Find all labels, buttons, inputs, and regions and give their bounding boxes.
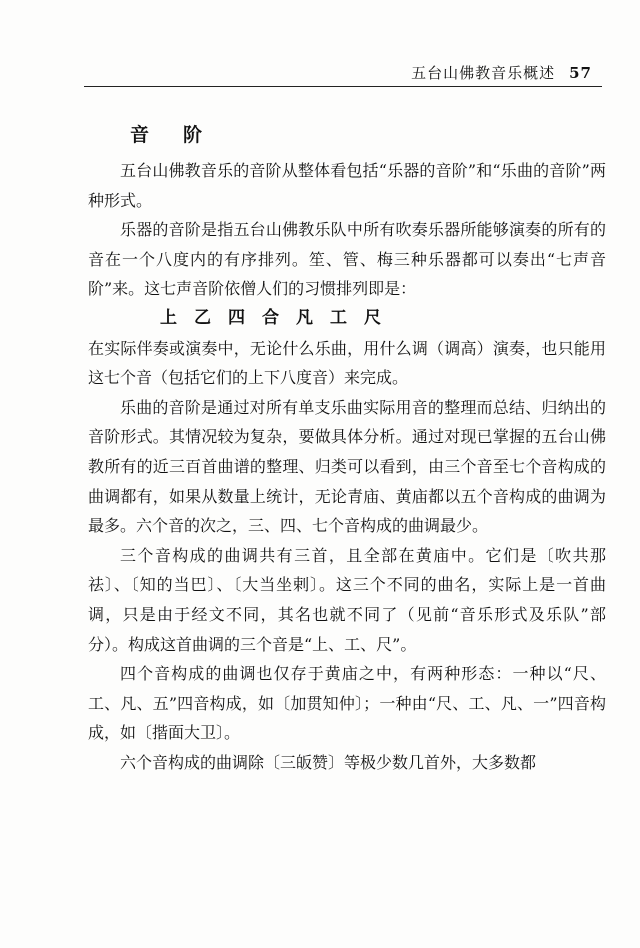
body-text	[88, 156, 606, 777]
paragraph: 在实际伴奏或演奏中，无论什么乐曲，用什么调（调高）演奏，也只能用这七个音（包括它们的上下八度音）来完成。	[88, 338, 606, 388]
running-head	[411, 62, 592, 83]
section-title: 音阶	[130, 124, 237, 146]
paragraph: 三个音构成的曲调共有三首，且全部在黄庙中。它们是〔吹共那祛〕、〔知的当巴〕、〔大当坐剌〕。这三个不同的曲名，实际上是一首曲调，只是由于经文不同，其名也就不同了（见前“音乐形式及乐队”部分）。构成这首曲调的三个音是“上、工、尺”。	[88, 545, 606, 654]
paragraph: 四个音构成的曲调也仅存于黄庙之中，有两种形态：一种以“尺、工、凡、五”四音构成，如〔加贯知仲〕；一种由“尺、工、凡、一”四音构成，如〔揩面大卫〕。	[88, 664, 606, 743]
paragraph: 乐曲的音阶是通过对所有单支乐曲实际用音的整理而总结、归纳出的音阶形式。其情况较为复杂，要做具体分析。通过对现已掌握的五台山佛教所有的近三百首曲谱的整理、归类可以看到，由三个音至七个音构成的曲调都有，如果从数量上统计，无论青庙、黄庙都以五个音构成的曲调为最多。六个音的次之，三、四、七个音构成的曲调最少。	[88, 397, 606, 536]
paragraph: 乐器的音阶是指五台山佛教乐队中所有吹奏乐器所能够演奏的所有的音在一个八度内的有序排列。笙、管、梅三种乐器都可以奏出“七声音阶”来。这七声音阶依僧人们的习惯排列即是：	[88, 220, 606, 299]
paragraph: 六个音构成的曲调除〔三皈赞〕等极少数几首外，大多数都	[120, 752, 537, 772]
running-title: 五台山佛教音乐概述	[411, 64, 556, 82]
page-number: 57	[569, 64, 592, 82]
scale-notation: 上乙四合凡工尺	[160, 307, 398, 328]
header-rule	[84, 86, 602, 87]
paragraph: 五台山佛教音乐的音阶从整体看包括“乐器的音阶”和“乐曲的音阶”两种形式。	[88, 161, 606, 210]
